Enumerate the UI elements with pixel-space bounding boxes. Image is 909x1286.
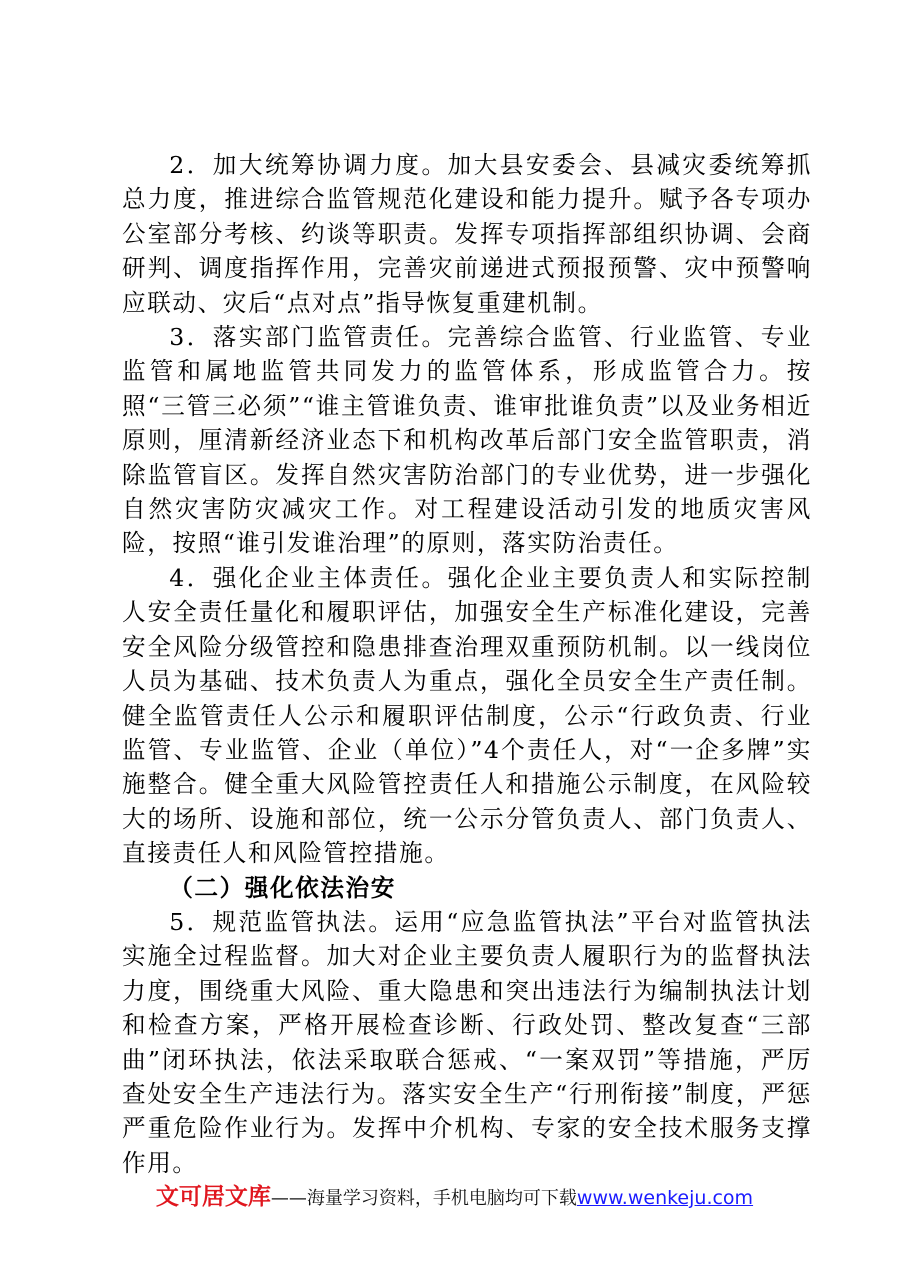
paragraph-item-4: 4．强化企业主体责任。强化企业主要负责人和实际控制人安全责任量化和履职评估，加强安全生产标准化建设，完善安全风险分级管控和隐患排查治理双重预防机制。以一线岗位人员为基础、技术负责人为重点，强化全员安全生产责任制。健全监管责任人公示和履职评估制度，公示“行政负责、行业监管、专业监管、企业（单位）”4个责任人，对“一企多牌”实施整合。健全重大风险管控责任人和措施公示制度，在风险较大的场所、设施和部位，统一公示分管负责人、部门负责人、直接责任人和风险管控措施。 <box>122 563 812 868</box>
footer-url-link[interactable]: www.wenkeju.com <box>576 1187 754 1209</box>
paragraph-item-5: 5．规范监管执法。运用“应急监管执法”平台对监管执法实施全过程监督。加大对企业主要负责人履职行为的监督执法力度，围绕重大风险、重大隐患和突出违法行为编制执法计划和检查方案，严格开展检查诊断、行政处罚、整改复查“三部曲”闭环执法，依法采取联合惩戒、“一案双罚”等措施，严厉查处安全生产违法行为。落实安全生产“行刑衔接”制度，严惩严重危险作业行为。发挥中介机构、专家的安全技术服务支撑作用。 <box>122 907 812 1177</box>
paragraph-item-2: 2．加大统筹协调力度。加大县安委会、县减灾委统筹抓总力度，推进综合监管规范化建设和能力提升。赋予各专项办公室部分考核、约谈等职责。发挥专项指挥部组织协调、会商研判、调度指挥作用，完善灾前递进式预报预警、灾中预警响应联动、灾后“点对点”指导恢复重建机制。 <box>122 151 812 317</box>
footer-banner <box>0 1178 909 1211</box>
paragraph-item-3: 3．落实部门监管责任。完善综合监管、行业监管、专业监管和属地监管共同发力的监管体系，形成监管合力。按照“三管三必须”“谁主管谁负责、谁审批谁负责”以及业务相近原则，厘清新经济业态下和机构改革后部门安全监管职责，消除监管盲区。发挥自然灾害防治部门的专业优势，进一步强化自然灾害防灾减灾工作。对工程建设活动引发的地质灾害风险，按照“谁引发谁治理”的原则，落实防治责任。 <box>122 323 812 558</box>
footer-tagline: ——海量学习资料，手机电脑均可下载 <box>270 1188 577 1209</box>
footer-brand: 文可居文库 <box>155 1184 271 1210</box>
document-body <box>122 148 812 1180</box>
section-heading: （二）强化依法治安 <box>169 873 396 902</box>
